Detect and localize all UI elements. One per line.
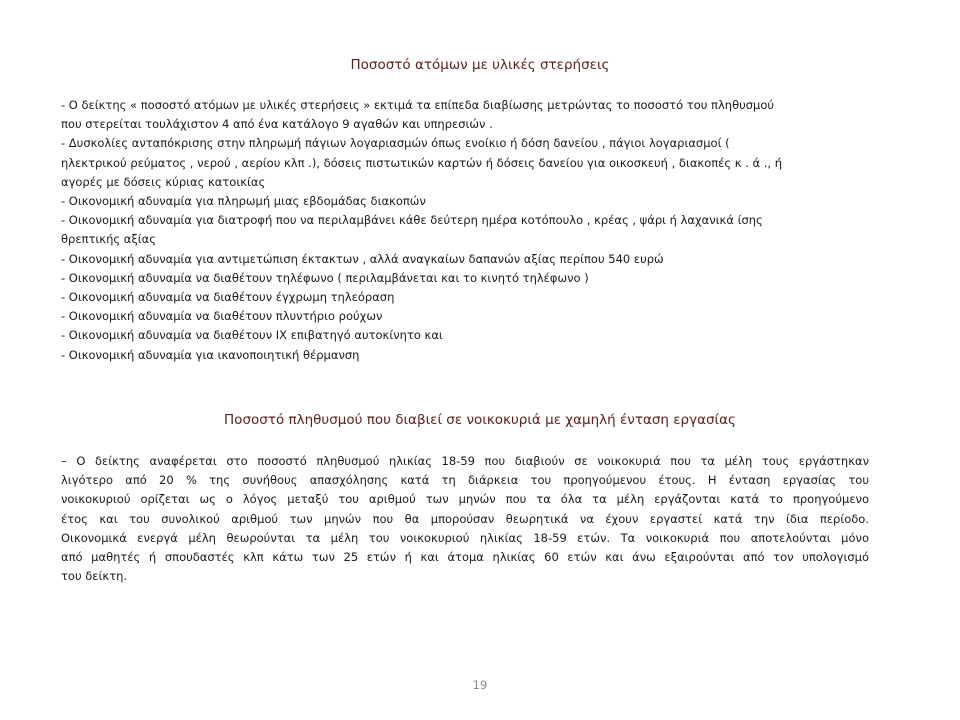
text-line: που στερείται τουλάχιστον 4 από ένα κατάλογο 9 αγαθών και υπηρεσιών . (61, 117, 493, 132)
list-item: - Οικονομική αδυναμία για ικανοποιητική θέρμανση (61, 347, 360, 362)
material-deprivation-text (61, 96, 869, 365)
list-item: - Οικονομική αδυναμία για διατροφή που να περιλαμβάνει κάθε δεύτερη ημέρα κοτόπουλο , κρέας , ψάρι ή λαχανικά ίσης (61, 213, 763, 228)
list-item: - Οικονομική αδυναμία για αντιμετώπιση έκτακτων , αλλά αναγκαίων δαπανών αξίας περίπου 540 ευρώ (61, 251, 664, 266)
list-item: - Οικονομική αδυναμία να διαθέτουν ΙΧ επιβατηγό αυτοκίνητο και (61, 328, 443, 343)
list-item: - Οικονομική αδυναμία να διαθέτουν πλυντήριο ρούχων (61, 309, 383, 324)
list-item: - Οικονομική αδυναμία να διαθέτουν τηλέφωνο ( περιλαμβάνεται και το κινητό τηλέφωνο ) (61, 270, 589, 285)
text-line: - Δυσκολίες ανταπόκρισης στην πληρωμή πάγιων λογαριασμών όπως ενοίκιο ή δόση δανείου , πάγιοι λογαριασμοί ( (61, 136, 730, 151)
text-line: αγορές με δόσεις κύριας κατοικίας (61, 174, 266, 189)
text-line: θρεπτικής αξίας (61, 232, 156, 247)
text-line: λιγότερο από 20 % της συνήθους απασχόλησης κατά τη διάρκεια του προηγούμενου έτους. Η ένταση εργασίας του (61, 473, 869, 488)
text-line: – Ο δείκτης αναφέρεται στο ποσοστό πληθυσμού ηλικίας 18-59 που διαβιούν σε νοικοκυριά που τα μέλη τους εργάστηκαν (61, 454, 869, 468)
text-line: Οικονομικά ενεργά μέλη θεωρούνται τα μέλη του νοικοκυριού ηλικίας 18-59 ετών. Τα νοικοκυριά που αποτελούνται μόνο (61, 530, 869, 545)
section-title-material-deprivation: Ποσοστό ατόμων με υλικές στερήσεις (350, 57, 610, 73)
page-number: 19 (472, 678, 488, 692)
text-line: έτος και του συνολικού αριθμού των μηνών που θα μπορούσαν θεωρητικά να έχουν εργαστεί κατά την ίδια περίοδο. (61, 511, 869, 526)
text-line: νοικοκυριού ορίζεται ως ο λόγος μεταξύ του αριθμού των μηνών που τα όλα τα μέλη εργάζονται κατά το προηγούμενο (61, 492, 869, 507)
list-item: - Οικονομική αδυναμία να διαθέτουν έγχρωμη τηλεόραση (61, 290, 395, 305)
section-title-low-work-intensity: Ποσοστό πληθυσμού που διαβιεί σε νοικοκυριά με χαμηλή ένταση εργασίας (224, 412, 736, 428)
text-line: ηλεκτρικού ρεύματος , νερού , αερίου κλπ .), δόσεις πιστωτικών καρτών ή δόσεις δανείου για οικοσκευή , διακοπές κ . ά ., ή (61, 155, 783, 170)
list-item: - Οικονομική αδυναμία για πληρωμή μιας εβδομάδας διακοπών (61, 194, 426, 209)
low-work-intensity-text (61, 452, 869, 586)
text-line: - Ο δείκτης « ποσοστό ατόμων με υλικές στερήσεις » εκτιμά τα επίπεδα διαβίωσης μετρώντας το ποσοστό του πληθυσμού (61, 98, 775, 112)
text-line: από μαθητές ή σπουδαστές κλπ κάτω των 25 ετών ή και άτομα ηλικίας 60 ετών και άνω εξαιρούνται από τον υπολογισμό (61, 550, 869, 565)
text-line: του δείκτη. (61, 569, 128, 584)
